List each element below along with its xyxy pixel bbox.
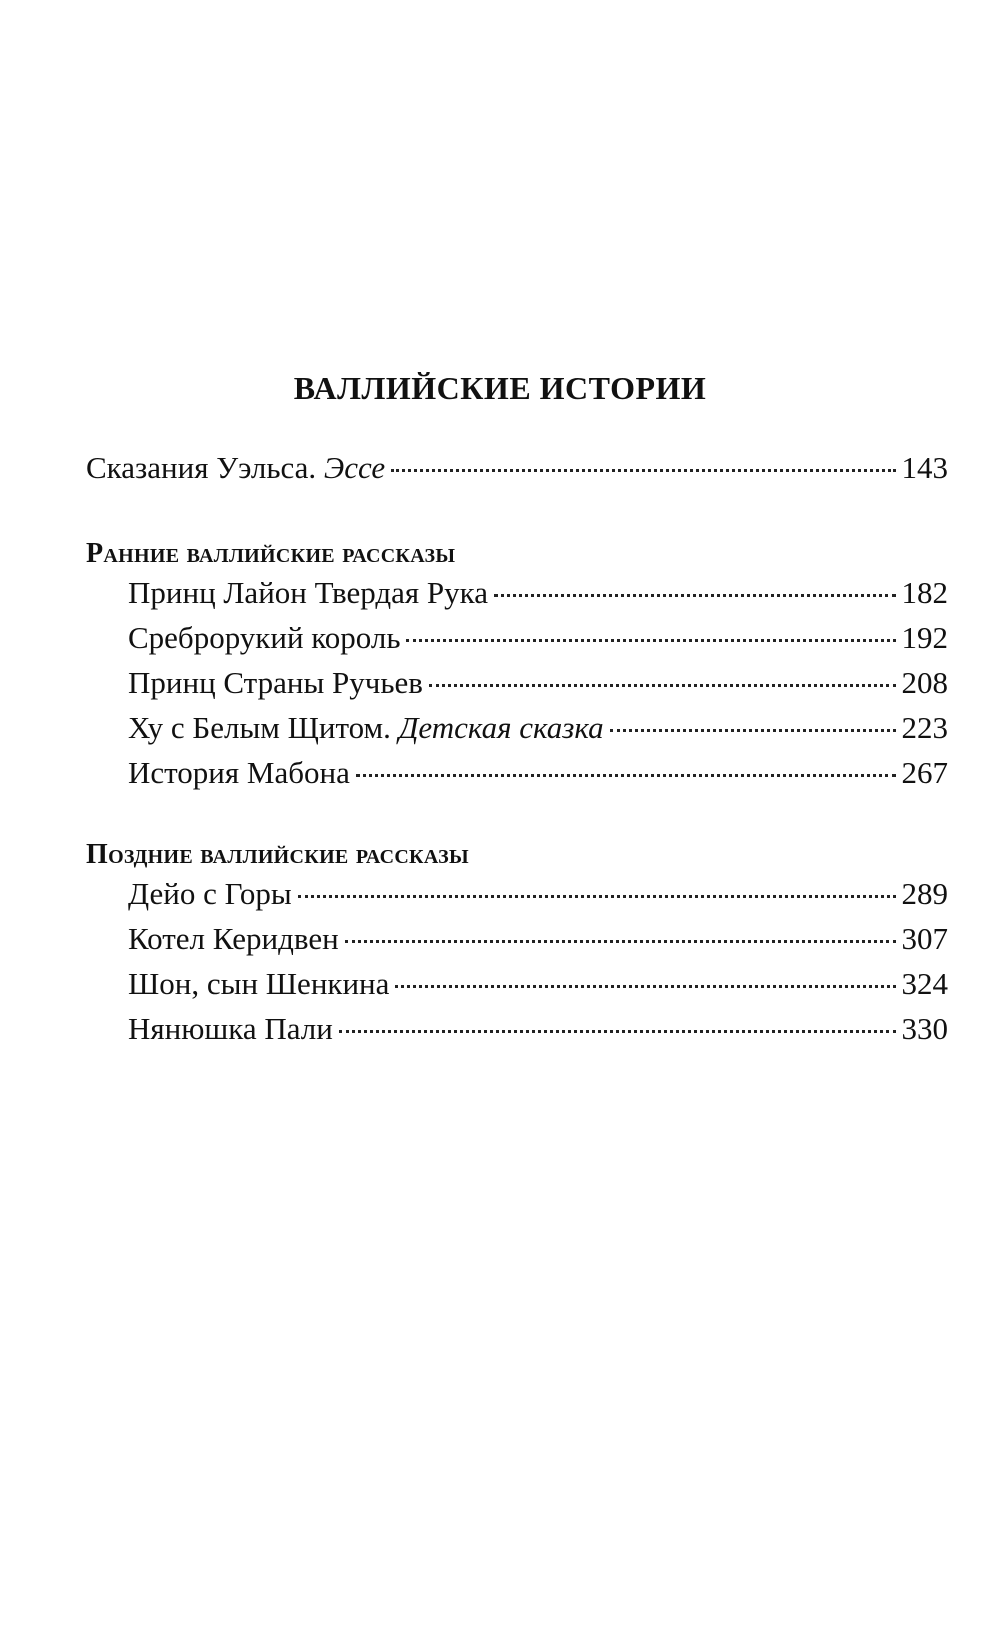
table-of-contents — [86, 450, 948, 1056]
toc-entry[interactable] — [86, 1011, 948, 1056]
toc-entry-title: Сказания Уэльса. Эссе — [86, 450, 386, 485]
toc-entry[interactable] — [86, 710, 948, 755]
toc-entry[interactable] — [86, 450, 948, 495]
toc-entry-page: 289 — [901, 876, 948, 911]
dot-leader — [406, 639, 895, 642]
toc-entry-page: 307 — [901, 921, 948, 956]
group-heading-late: Поздние валлийские рассказы — [86, 839, 469, 870]
toc-entry-page: 143 — [901, 450, 948, 485]
toc-entry[interactable] — [86, 966, 948, 1011]
toc-entry-page: 223 — [901, 710, 948, 745]
toc-entry-title: Нянюшка Пали — [128, 1011, 333, 1046]
toc-entry-page: 330 — [901, 1011, 948, 1046]
toc-entry-subtitle: Детская сказка — [398, 710, 604, 745]
dot-leader — [356, 774, 896, 777]
toc-entry-title: Шон, сын Шенкина — [128, 966, 390, 1001]
toc-entry-title: Ху с Белым Щитом. Детская сказка — [128, 710, 604, 745]
toc-entry[interactable] — [86, 921, 948, 966]
toc-entry-page: 324 — [901, 966, 948, 1001]
toc-entry-page: 192 — [901, 620, 948, 655]
toc-entry[interactable] — [86, 665, 948, 710]
section-title: ВАЛЛИЙСКИЕ ИСТОРИИ — [293, 370, 707, 406]
toc-entry-page: 267 — [901, 755, 948, 790]
toc-entry[interactable] — [86, 575, 948, 620]
dot-leader — [298, 895, 896, 898]
dot-leader — [494, 594, 896, 597]
toc-entry[interactable] — [86, 755, 948, 800]
toc-entry-title: Принц Лайон Твердая Рука — [128, 575, 488, 610]
dot-leader — [610, 729, 896, 732]
toc-entry-title: Дейо с Горы — [128, 876, 292, 911]
dot-leader — [339, 1030, 896, 1033]
toc-entry-page: 182 — [901, 575, 948, 610]
toc-entry-title: История Мабона — [128, 755, 350, 790]
dot-leader — [429, 684, 896, 687]
toc-entry[interactable] — [86, 620, 948, 665]
toc-entry-title: Котел Керидвен — [128, 921, 339, 956]
toc-entry-title: Среброрукий король — [128, 620, 401, 655]
dot-leader — [345, 940, 896, 943]
toc-entry-subtitle: Эссе — [323, 450, 386, 485]
dot-leader — [395, 985, 895, 988]
dot-leader — [391, 469, 895, 472]
toc-entry-page: 208 — [901, 665, 948, 700]
toc-entry-title: Принц Страны Ручьев — [128, 665, 423, 700]
toc-entry[interactable] — [86, 876, 948, 921]
group-heading-early: Ранние валлийские рассказы — [86, 538, 456, 569]
